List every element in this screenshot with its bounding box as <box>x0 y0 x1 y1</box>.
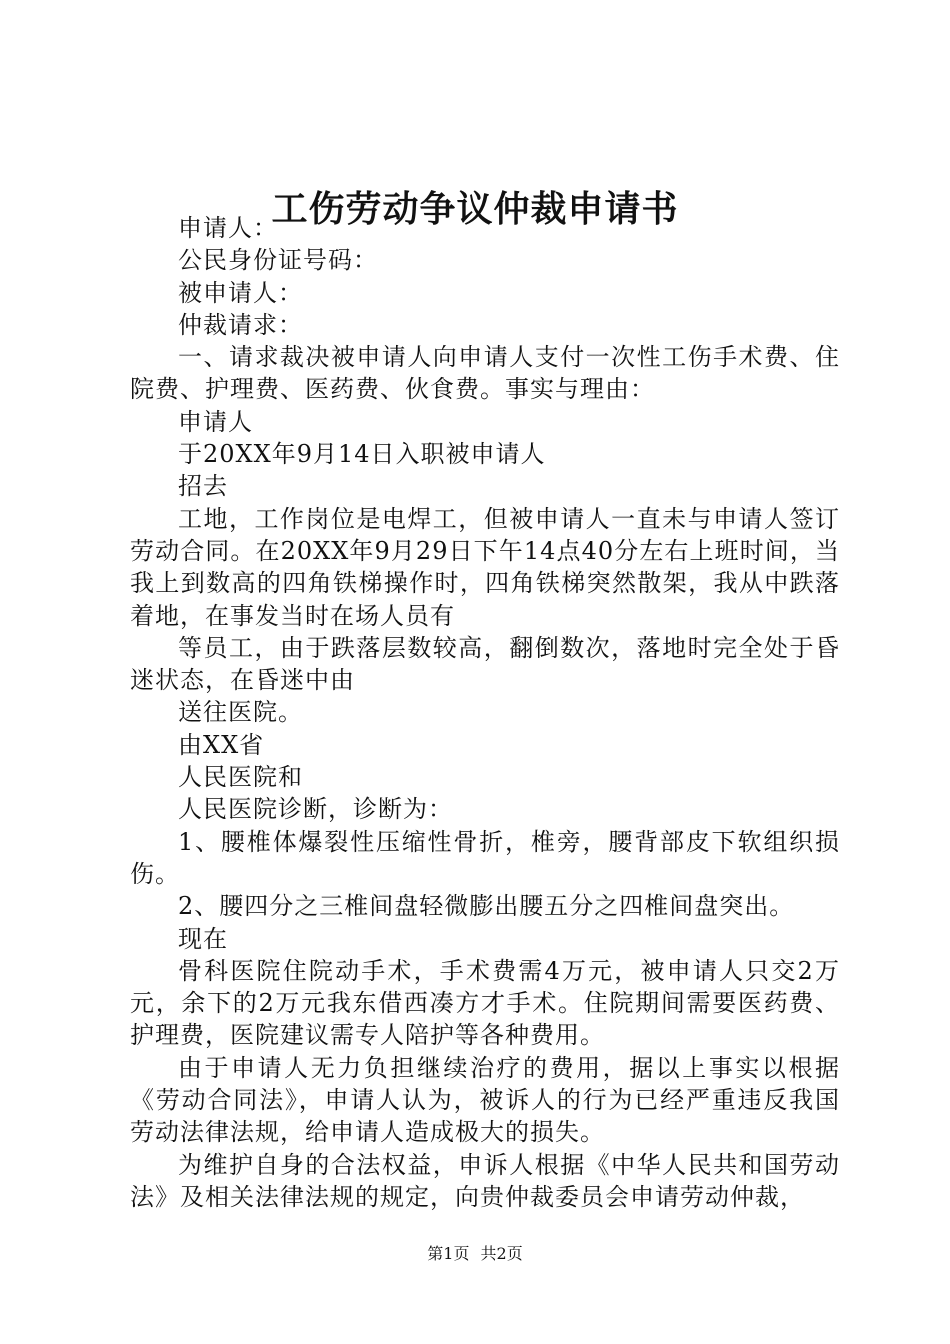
paragraph-diagnosis-two: 2、腰四分之三椎间盘轻微膨出腰五分之四椎间盘突出。 <box>178 892 795 921</box>
paragraph-respondent: 被申请人： <box>178 278 303 307</box>
page-footer <box>0 1242 950 1266</box>
paragraph-sent-hospital: 送往医院。 <box>178 698 303 727</box>
paragraph-entry-date: 于20XX年9月14日入职被申请人 <box>178 440 546 469</box>
paragraph-id-number: 公民身份证号码： <box>178 246 378 275</box>
paragraph-diagnosis: 人民医院诊断，诊断为： <box>178 795 453 824</box>
paragraph-surgery: 骨科医院住院动手术，手术费需4万元，被申请人只交2万元，余下的2万元我东借西凑方才手术。住院期间需要医药费、护理费，医院建议需专人陪护等各种费用。 <box>130 956 840 1050</box>
paragraph-recruited: 招去 <box>178 472 228 501</box>
total-pages: 共2页 <box>480 1244 523 1263</box>
page-number: 第1页 <box>427 1244 470 1263</box>
paragraph-diagnosis-one: 1、腰椎体爆裂性压缩性骨折，椎旁，腰背部皮下软组织损伤。 <box>130 827 840 888</box>
paragraph-application: 为维护自身的合法权益，申诉人根据《中华人民共和国劳动法》及相关法律法规的规定，向贵仲裁委员会申请劳动仲裁， <box>130 1150 840 1211</box>
paragraph-claim-one: 一、请求裁决被申请人向申请人支付一次性工伤手术费、住院费、护理费、医药费、伙食费。事实与理由： <box>130 343 840 404</box>
paragraph-claims-heading: 仲裁请求： <box>178 310 303 339</box>
paragraph-accident: 工地，工作岗位是电焊工，但被申请人一直未与申请人签订劳动合同。在20XX年9月29日下午14点40分左右上班时间，当我上到数高的四角铁梯操作时，四角铁梯突然散架，我从中跌落着地，在事发当时在场人员有 <box>130 504 840 630</box>
document-body <box>130 212 840 1213</box>
paragraph-applicant-fact: 申请人 <box>178 407 253 436</box>
document-title: 工伤劳动争议仲裁申请书 <box>271 188 679 230</box>
paragraph-hospital: 人民医院和 <box>178 763 303 792</box>
paragraph-legal-basis: 由于申请人无力负担继续治疗的费用，据以上事实以根据《劳动合同法》，申请人认为，被诉人的行为已经严重违反我国劳动法律法规，给申请人造成极大的损失。 <box>130 1053 840 1147</box>
paragraph-now: 现在 <box>178 924 228 953</box>
paragraph-witnesses: 等员工，由于跌落层数较高，翻倒数次，落地时完全处于昏迷状态，在昏迷中由 <box>130 633 840 695</box>
paragraph-applicant: 申请人： <box>178 214 278 242</box>
paragraph-province: 由XX省 <box>178 730 265 759</box>
